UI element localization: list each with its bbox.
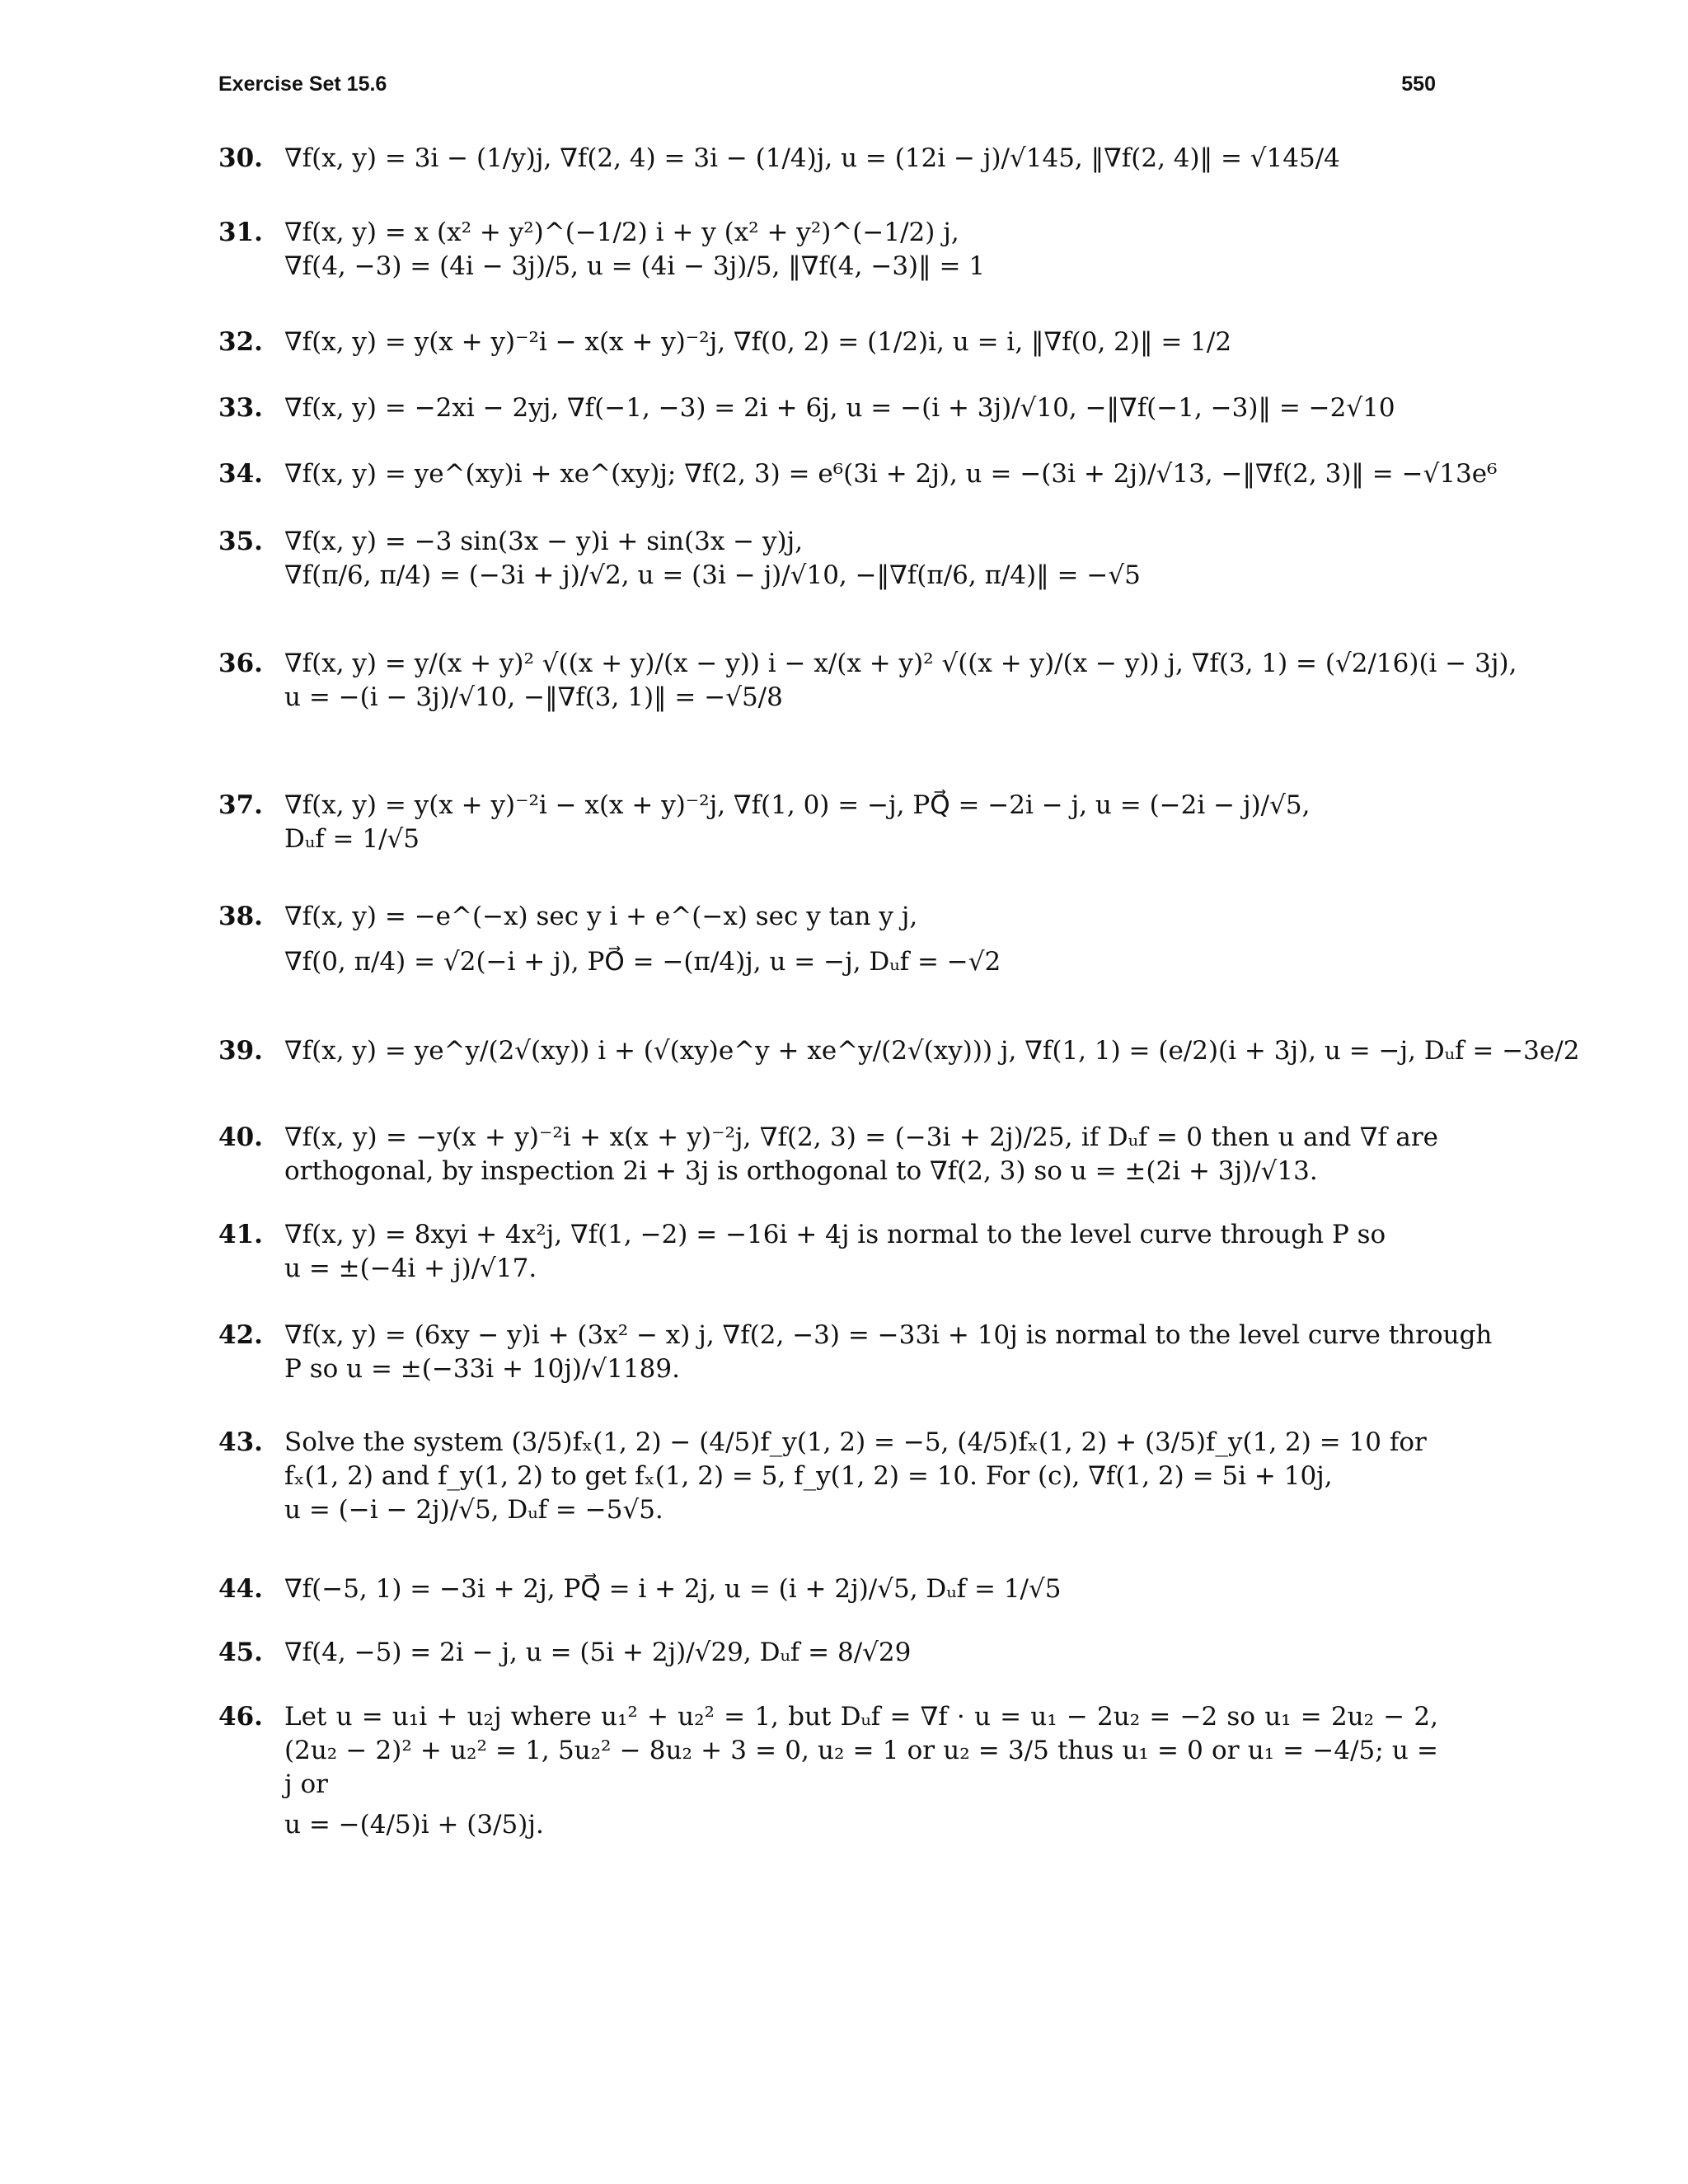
- exercise-number: 38.: [218, 902, 263, 931]
- exercise-line: P so u = ±(−33i + 10j)/√1189.: [284, 1354, 680, 1384]
- exercise-line: ∇f(4, −3) = (4i − 3j)/5, u = (4i − 3j)/5, ‖∇f(4, −3)‖ = 1: [284, 251, 986, 281]
- exercise-line: Let u = u₁i + u₂j where u₁² + u₂² = 1, but Dᵤf = ∇f · u = u₁ − 2u₂ = −2 so u₁ = 2u₂ − 2, (2u₂ − 2)² + u₂² = 1, 5u₂² − 8u₂ + 3 = 0, u₂ = 1 or u₂ = 3/5 thus u₁ = 0 or u₁ = −4/5; u = j or: [284, 1702, 1438, 1799]
- exercise-line: ∇f(x, y) = y/(x + y)² √((x + y)/(x − y)) i − x/(x + y)² √((x + y)/(x − y)) j, ∇f(3, 1) = (√2/16)(i − 3j),: [284, 649, 1517, 678]
- exercise-36: [218, 647, 1517, 715]
- exercise-number: 40.: [218, 1122, 263, 1152]
- exercise-number: 43.: [218, 1427, 263, 1457]
- exercise-line: ∇f(x, y) = −y(x + y)⁻²i + x(x + y)⁻²j, ∇f(2, 3) = (−3i + 2j)/25, if Dᵤf = 0 then u and ∇f are orthogonal, by inspection 2i + 3j is orthogonal to ∇f(2, 3) so u = ±(2i + 3j)/√13.: [284, 1122, 1438, 1186]
- exercise-44: [218, 1572, 1438, 1606]
- exercise-42: [218, 1319, 1493, 1386]
- exercise-line: ∇f(4, −5) = 2i − j, u = (5i + 2j)/√29, Dᵤf = 8/√29: [284, 1638, 912, 1667]
- exercise-line: u = −(i − 3j)/√10, −‖∇f(3, 1)‖ = −√5/8: [284, 682, 783, 712]
- exercise-line: u = (−i − 2j)/√5, Dᵤf = −5√5.: [284, 1495, 663, 1525]
- exercise-32: [218, 326, 1438, 359]
- page-number: 550: [1401, 73, 1436, 96]
- exercise-43: [218, 1426, 1438, 1527]
- exercise-35: [218, 525, 1438, 593]
- exercise-number: 37.: [218, 790, 263, 820]
- exercise-number: 46.: [218, 1702, 263, 1732]
- exercise-number: 32.: [218, 327, 263, 357]
- exercise-number: 30.: [218, 143, 263, 173]
- exercise-line: ∇f(x, y) = −e^(−x) sec y i + e^(−x) sec y tan y j,: [284, 902, 918, 931]
- exercise-number: 34.: [218, 459, 263, 489]
- exercise-number: 36.: [218, 649, 263, 678]
- exercise-number: 41.: [218, 1220, 263, 1249]
- exercise-number: 35.: [218, 527, 263, 556]
- exercise-line: ∇f(x, y) = ye^(xy)i + xe^(xy)j; ∇f(2, 3) = e⁶(3i + 2j), u = −(3i + 2j)/√13, −‖∇f(2, 3)‖ = −√13e⁶: [284, 459, 1498, 489]
- exercise-number: 39.: [218, 1036, 263, 1066]
- exercise-line: fₓ(1, 2) and f_y(1, 2) to get fₓ(1, 2) = 5, f_y(1, 2) = 10. For (c), ∇f(1, 2) = 5i + 10j,: [284, 1461, 1333, 1491]
- exercise-line: Dᵤf = 1/√5: [284, 824, 420, 854]
- exercise-37: [218, 789, 1438, 856]
- exercise-30: [218, 142, 1438, 176]
- exercise-39: [218, 1034, 1580, 1068]
- exercise-line: ∇f(x, y) = y(x + y)⁻²i − x(x + y)⁻²j, ∇f(0, 2) = (1/2)i, u = i, ‖∇f(0, 2)‖ = 1/2: [284, 327, 1232, 357]
- section-title: Exercise Set 15.6: [218, 73, 387, 96]
- exercise-line: ∇f(x, y) = y(x + y)⁻²i − x(x + y)⁻²j, ∇f(1, 0) = −j, PQ⃗ = −2i − j, u = (−2i − j)/√5,: [284, 790, 1311, 820]
- exercise-45: [218, 1636, 1438, 1670]
- exercise-number: 45.: [218, 1638, 263, 1667]
- exercise-number: 31.: [218, 218, 263, 247]
- exercise-line: ∇f(x, y) = 8xyi + 4x²j, ∇f(1, −2) = −16i + 4j is normal to the level curve through P so: [284, 1220, 1386, 1249]
- exercise-line: ∇f(x, y) = −3 sin(3x − y)i + sin(3x − y)j,: [284, 527, 804, 556]
- exercise-line: ∇f(x, y) = −2xi − 2yj, ∇f(−1, −3) = 2i + 6j, u = −(i + 3j)/√10, −‖∇f(−1, −3)‖ = −2√10: [284, 393, 1395, 423]
- exercise-line: ∇f(x, y) = (6xy − y)i + (3x² − x) j, ∇f(2, −3) = −33i + 10j is normal to the level curve through: [284, 1320, 1493, 1350]
- exercise-line: u = −(4/5)i + (3/5)j.: [284, 1810, 544, 1840]
- exercise-31: [218, 216, 1438, 284]
- exercise-46: [218, 1700, 1438, 1842]
- exercise-line: ∇f(x, y) = ye^y/(2√(xy)) i + (√(xy)e^y + xe^y/(2√(xy))) j, ∇f(1, 1) = (e/2)(i + 3j), u = −j, Dᵤf = −3e/2: [284, 1036, 1580, 1066]
- exercise-line: ∇f(π/6, π/4) = (−3i + j)/√2, u = (3i − j)/√10, −‖∇f(π/6, π/4)‖ = −√5: [284, 560, 1141, 590]
- exercise-line: ∇f(x, y) = x (x² + y²)^(−1/2) i + y (x² + y²)^(−1/2) j,: [284, 218, 959, 247]
- exercise-line: ∇f(0, π/4) = √2(−i + j), PO⃗ = −(π/4)j, u = −j, Dᵤf = −√2: [284, 947, 1001, 977]
- exercise-number: 44.: [218, 1574, 263, 1604]
- exercise-38: [218, 900, 1438, 979]
- exercise-41: [218, 1218, 1438, 1286]
- exercise-number: 42.: [218, 1320, 263, 1350]
- exercise-33: [218, 391, 1438, 425]
- exercise-line: ∇f(x, y) = 3i − (1/y)j, ∇f(2, 4) = 3i − (1/4)j, u = (12i − j)/√145, ‖∇f(2, 4)‖ = √145/4: [284, 143, 1340, 173]
- exercise-line: Solve the system (3/5)fₓ(1, 2) − (4/5)f_y(1, 2) = −5, (4/5)fₓ(1, 2) + (3/5)f_y(1, 2) = 10 for: [284, 1427, 1427, 1457]
- exercise-34: [218, 457, 1498, 491]
- exercise-40: [218, 1121, 1438, 1188]
- exercise-line: u = ±(−4i + j)/√17.: [284, 1254, 537, 1283]
- exercise-number: 33.: [218, 393, 263, 423]
- exercise-line: ∇f(−5, 1) = −3i + 2j, PQ⃗ = i + 2j, u = (i + 2j)/√5, Dᵤf = 1/√5: [284, 1574, 1062, 1604]
